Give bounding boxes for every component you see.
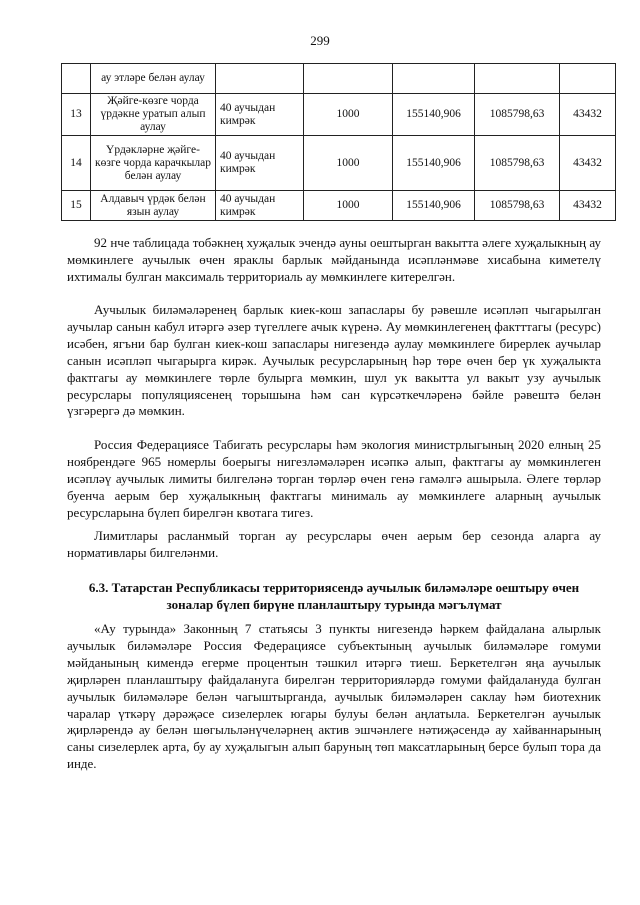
hunting-quota-table xyxy=(61,63,616,221)
hunting-method-cell: ау этләре белән аулау xyxy=(91,64,216,94)
value-a-cell: 155140,906 xyxy=(393,136,475,191)
hunting-method-cell: Җәйге-көзге чорда үрдәкне уратып алып аулау xyxy=(91,94,216,136)
area-cell: 1000 xyxy=(304,136,393,191)
paragraph-ministry-order: Россия Федерациясе Табигать ресурслары һәм экология министрлыгының 2020 елның 25 ноябрендәге 965 номерлы боерыгы нигезләмәләрен исәпкә алып, фактгагы ау мөмкинлеген исәпләү аучылык лимиты билгеләнә торган төрләр өчен генә гамәлгә ашырыла. Әлеге төрләр буенча аерым бер хуҗалыкның фактгагы минималь ау мөмкинлеге аларның аучылык ресурсларына бүлеп бирелгән квотага тигез. xyxy=(67,437,601,520)
area-cell: 1000 xyxy=(304,94,393,136)
paragraph-resource-capacity: Аучылык биләмәләренең барлык киек-кош запаслары бу рәвешле исәпләп чыгарылган аучылар санын кабул итәргә әзер түгеллеге ачык күренә. Ау мөмкинлегенең фактттагы (ресурс) исәбен, ягъни бар булган киек-кош запаслары нигезендә аулау мөмкинлеге бирерлек аучылар санын исәпләп чыгарырга кирәк. Аучылык ресурсларының һәр төре өчен бер үк хуҗалыкта фактгагы ау мөмкинлеге төрле булырга мөмкин, шул ук вакытта ул вакыт узу аучылык ресурслары популяциясенең торышына һәм сан күрсәткечләренә бәйле рәвештә белән үзгәрергә дә мөмкин. xyxy=(67,302,601,419)
page-number: 299 xyxy=(310,33,330,48)
row-number-cell xyxy=(62,64,91,94)
hunting-method-cell: Алдавыч үрдәк белән язын аулау xyxy=(91,191,216,221)
value-b-cell xyxy=(475,64,560,94)
hunter-limit-cell: 40 аучыдан кимрәк xyxy=(216,136,304,191)
value-a-cell: 155140,906 xyxy=(393,191,475,221)
value-c-cell: 43432 xyxy=(560,94,616,136)
value-c-cell xyxy=(560,64,616,94)
value-b-cell: 1085798,63 xyxy=(475,94,560,136)
value-a-cell: 155140,906 xyxy=(393,94,475,136)
paragraph-unlimited-resources: Лимитлары расланмый торган ау ресурслары өчен аерым бер сезонда аларга ау нормативлары билгеләнми. xyxy=(67,528,601,560)
hunter-limit-cell: 40 аучыдан кимрәк xyxy=(216,94,304,136)
area-cell: 1000 xyxy=(304,191,393,221)
value-a-cell xyxy=(393,64,475,94)
value-c-cell: 43432 xyxy=(560,136,616,191)
value-b-cell: 1085798,63 xyxy=(475,136,560,191)
value-c-cell: 43432 xyxy=(560,191,616,221)
row-number-cell: 14 xyxy=(62,136,91,191)
area-cell xyxy=(304,64,393,94)
table-row xyxy=(62,191,616,221)
row-number-cell: 13 xyxy=(62,94,91,136)
table-row xyxy=(62,64,616,94)
hunter-limit-cell: 40 аучыдан кимрәк xyxy=(216,191,304,221)
hunter-limit-cell xyxy=(216,64,304,94)
table-row xyxy=(62,136,616,191)
paragraph-law-on-hunting: «Ау турында» Законның 7 статьясы 3 пункты нигезендә һәркем файдалана алырлык аучылык биләмәләре Россия Федерациясе субъектының аучылык биләмәләре гомуми мәйданының кимендә егерме процентын тәшкил итәргә тиеш. Беркетелгән яңа аучылык җирләрен планлаштыру файдалануга бирелгән территорияләрдә гомуми файдалануда булган аучылык биләмәләре белән чагыштырганда, аучылык биләмәләрен саклау һәм биотехник чаралар үткәрү дәрәҗәсе сизелерлек югары булуы белән аңлатыла. Беркетелгән аучылык җирләрендә ау белән шөгыльләнүчеләрнең актив эшчәнлеге нәтиҗәсендә ау хайваннарының саны сизелерлек арта, бу ау хуҗалыгын алып баруның төп максатларының берсе булып тора да инде. xyxy=(67,621,601,772)
row-number-cell: 15 xyxy=(62,191,91,221)
section-heading: 6.3. Татарстан Республикасы территориясендә аучылык биләмәләре оештыру өчен зоналар бүлеп бирүне планлаштыру турында мәгълүмат xyxy=(88,580,580,612)
value-b-cell: 1085798,63 xyxy=(475,191,560,221)
hunting-method-cell: Үрдәкләрне җәйге-көзге чорда карачкылар белән аулау xyxy=(91,136,216,191)
table-row xyxy=(62,94,616,136)
paragraph-table-92-note: 92 нче таблицада тобәкнең хуҗалык эчендә ауны оештырган вакытта әлеге хуҗалыкның ау мөмкинлеге аучылык өчен яраклы барлык мәйданында исәпләнмәве хисабына киметелү ихтималы булган максималь территориаль ау мөмкинлеге китерелгән. xyxy=(67,235,601,284)
